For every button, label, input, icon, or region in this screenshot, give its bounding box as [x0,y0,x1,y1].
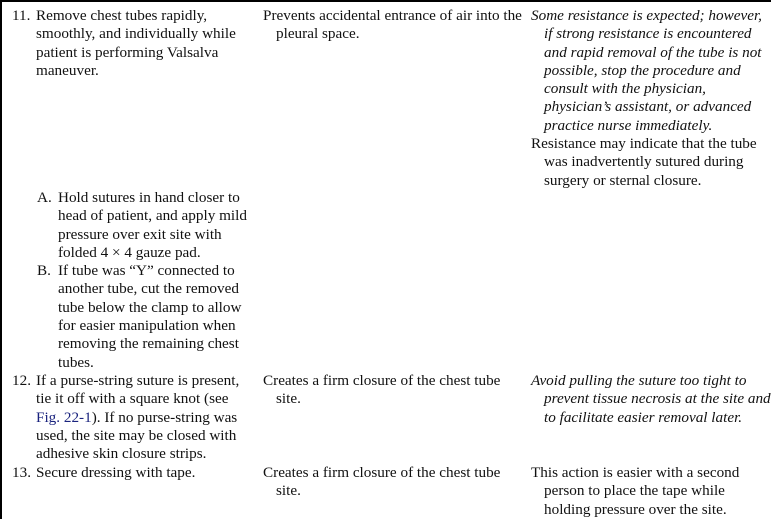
step-12-notes: Avoid pulling the suture too tight to prevent tissue necrosis at the site and to facilitate easier removal later. [531,372,771,426]
step-text: Remove chest tubes rapidly, smoothly, and individually while patient is performing Valsalva maneuver. [36,7,236,79]
step-number: 13. [12,464,31,481]
step-13-notes: This action is easier with a second person to place the tape while holding pressure over the site. [531,464,740,518]
step-text: Secure dressing with tape. [36,464,196,481]
step-12-rationale: Creates a firm closure of the chest tube site. [263,372,501,408]
substep-text: Hold sutures in hand closer to head of patient, and apply mild pressure over exit site with folded 4 × 4 gauze pad. [58,189,247,261]
step-13-action [12,464,247,482]
step-11-rationale: Prevents accidental entrance of air into the pleural space. [263,7,522,43]
step-11-substeps [37,189,249,372]
substep-letter: A. [37,189,52,206]
step-11-action [12,7,247,80]
step-text-part: ). If no purse-string was used, the site may be closed with adhesive skin closure strips. [36,408,238,463]
note-normal: Resistance may indicate that the tube was inadvertently sutured during surgery or sternal closure. [531,135,757,189]
step-text [36,372,247,463]
step-number: 11. [12,7,31,24]
step-13-rationale: Creates a firm closure of the chest tube site. [263,464,501,500]
substep-letter: B. [37,262,51,280]
step-11-notes [531,7,765,190]
note-italic: Some resistance is expected; however, if strong resistance is encountered and rapid removal of the tube is not possible, stop the procedure and consult with the physician, physician’s assistant, or advanced practice nurse immediately. [531,7,762,134]
step-text-part: If a purse-string suture is present, tie it off with a square knot (see [36,372,240,408]
step-12-action [12,372,247,463]
figure-link[interactable]: Fig. 22-1 [36,408,92,426]
step-number: 12. [12,372,31,389]
substep-text: If tube was “Y” connected to another tube, cut the removed tube below the clamp to allow for easier manipulation when removing the remaining chest tubes. [58,262,242,371]
substep-a [37,189,249,262]
substep-b [37,262,249,372]
